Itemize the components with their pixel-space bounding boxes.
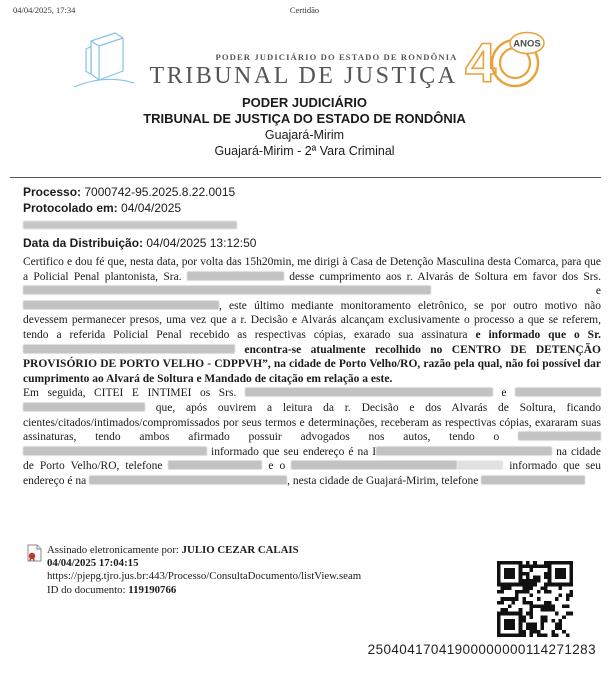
- processo-value: 7000742-95.2025.8.22.0015: [81, 185, 236, 199]
- verification-url: https://pjepg.tjro.jus.br:443/Processo/ConsultaDocumento/listView.seam: [47, 570, 362, 583]
- body-text-segment: e: [431, 285, 601, 298]
- redacted-text: [23, 286, 431, 295]
- body-text-segment: encontra-se atualmente recolhido no CENTRO DE DETENÇÃO PROVISÓRIO DE PORTO VELHO - CDPPVH”, na cidade de Porto Velho/RO, razão pela qual, não foi possível dar cumprimento ao Alvará de Soltura e Mandado de citação em relação a este.: [23, 343, 601, 385]
- print-doc-type: Certidão: [289, 5, 320, 15]
- court-header: [0, 95, 609, 159]
- redacted-text: [481, 475, 585, 484]
- protocolado-line: [23, 201, 256, 217]
- redacted-text: [518, 432, 601, 441]
- court-header-line2: TRIBUNAL DE JUSTIÇA DO ESTADO DE RONDÔNIA: [143, 111, 466, 126]
- redacted-bar: [23, 221, 237, 229]
- body-text-segment: e o: [262, 460, 292, 473]
- court-header-line3: Guajará-Mirim: [264, 128, 345, 142]
- anniversary-label: ANOS: [513, 38, 542, 50]
- body-text-segment: Certifico e dou fé que, nesta data, por volta das 15h20min, me dirigi à Casa de Detenção Masculina desta Comarca, para que a Policial Penal plantonista, Sra.: [23, 256, 601, 283]
- doc-id-line: [47, 584, 361, 597]
- qr-code: [497, 561, 573, 637]
- doc-id-value: 119190766: [128, 583, 177, 596]
- anniversary-anos-bubble: [510, 33, 544, 54]
- courthouse-building-icon: [62, 28, 144, 99]
- protocolado-label: Protocolado em:: [23, 200, 118, 215]
- body-text-segment: , nesta cidade de Guajará-Mirim, telefone: [287, 474, 482, 487]
- signed-by-line: [47, 544, 361, 557]
- body-text-segment: desse cumprimento aos r. Alvarás de Soltura em favor dos Srs.: [283, 270, 601, 283]
- redacted-text: [168, 461, 262, 470]
- redacted-text: [515, 388, 601, 397]
- tjro-logo: [62, 28, 548, 99]
- distribuicao-line: [23, 236, 256, 252]
- distribuicao-label: Data da Distribuição:: [23, 236, 144, 250]
- signed-datetime: 04/04/2025 17:04:15: [47, 557, 139, 570]
- signed-document-icon: [27, 544, 42, 597]
- redacted-text: [245, 388, 493, 397]
- logo-org-large: TRIBUNAL DE JUSTIÇA: [149, 62, 458, 89]
- court-header-line1: PODER JUDICIÁRIO: [242, 95, 367, 110]
- redacted-text: [23, 402, 145, 411]
- logo-org-small: PODER JUDICIÁRIO DO ESTADO DE RONDÔNIA: [215, 51, 458, 62]
- body-text-segment: na cidade de Porto Velho/RO, telefone: [23, 445, 601, 473]
- body-text-segment: , este último mediante monitoramento eletrônico, se por outro motivo não devessem permanecer presos, uma vez que a r. Decisão e Alvarás alcançam exclusivamente o processo a que se referem, tendo a referida Policial Penal recebido as respectivas cópias, exarado sua assinatura: [23, 299, 601, 341]
- redacted-text: [291, 461, 457, 470]
- court-header-line4: Guajará-Mirim - 2ª Vara Criminal: [214, 144, 395, 158]
- processo-label: Processo:: [23, 185, 82, 199]
- 40-anos-anniversary-logo: [463, 30, 547, 97]
- body-text-segment: informado que seu endereço é na: [23, 460, 601, 487]
- signed-by-label: Assinado eletronicamente por:: [47, 544, 182, 556]
- body-text-segment: que, após ouvirem a leitura da r. Decisão e dos Alvarás de Soltura, ficando cientes/citados/intimados/compromissados por seus termos e determinações, receberam as respectivas cópias, exararam suas assinaturas, tendo ambos afirmado possuir advogados nos autos, tendo o: [23, 401, 601, 444]
- barcode-number: 25040417041900000000114271283: [367, 642, 596, 657]
- logo-wordmark: [150, 52, 458, 90]
- redacted-text: [187, 271, 284, 280]
- body-text-segment: Em seguida, CITEI E INTIMEI os Srs.: [23, 387, 245, 400]
- redacted-text: [23, 446, 207, 455]
- distribuicao-value: 04/04/2025 13:12:50: [143, 236, 257, 250]
- redacted-text: [23, 344, 235, 353]
- divider-rule: [10, 177, 601, 178]
- signature-lines: [47, 544, 361, 597]
- redacted-text: [89, 475, 287, 484]
- case-info: [23, 185, 256, 252]
- body-text-segment: informado que seu endereço é na I: [207, 445, 377, 458]
- body-text-segment: e informado que o Sr.: [475, 328, 601, 341]
- signed-by-name: JULIO CEZAR CALAIS: [181, 544, 299, 556]
- print-datetime: 04/04/2025, 17:34: [13, 5, 76, 15]
- doc-id-label: ID do documento:: [47, 583, 129, 596]
- processo-line: [23, 185, 256, 201]
- redacted-text: [376, 446, 552, 455]
- body-text-segment: e: [492, 387, 515, 400]
- signature-block: [27, 544, 361, 597]
- anniversary-digit: 4: [465, 31, 497, 92]
- redacted-text: [23, 300, 219, 309]
- redacted-text: [457, 461, 503, 470]
- protocolado-value: 04/04/2025: [117, 200, 182, 215]
- body-text: [23, 255, 601, 489]
